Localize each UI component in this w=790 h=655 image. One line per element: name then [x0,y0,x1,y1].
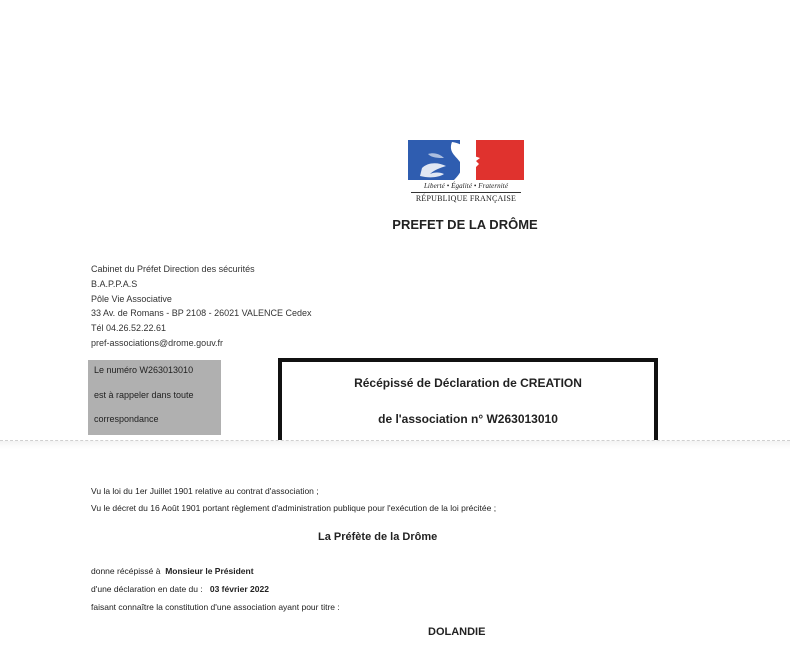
constitution-line: faisant connaître la constitution d'une association ayant pour titre : [91,602,340,612]
address-line: Tél 04.26.52.22.61 [91,323,167,334]
motto-divider [411,192,521,193]
address-line: Pôle Vie Associative [91,293,172,304]
reminder-line: Le numéro W263013010 [94,365,194,375]
republic-label: RÉPUBLIQUE FRANÇAISE [415,194,517,203]
motto: Liberté • Égalité • Fraternité [423,182,509,190]
declaration-date-line [91,584,269,594]
receipt-recipient-line [91,566,254,576]
receipt-title: Récépissé de Déclaration de CREATION [354,376,582,390]
receipt-recipient-label: donne récépissé à [91,566,161,576]
page-title: PREFET DE LA DRÔME [392,217,538,232]
receipt-recipient: Monsieur le Président [165,566,254,576]
address-line: Cabinet du Préfet Direction des sécurités [91,264,255,274]
decree-reference: Vu le décret du 16 Août 1901 portant règlement d'administration publique pour l'exécution de la loi précitée ; [91,503,497,513]
receipt-title-box [278,358,658,446]
address-line: B.A.P.P.A.S [91,278,138,289]
reference-reminder-box [88,360,221,435]
law-reference: Vu la loi du 1er Juillet 1901 relative au contrat d'association ; [91,486,319,496]
association-number: de l'association n° W263013010 [378,412,558,426]
declaration-date-label: d'une déclaration en date du : [91,584,203,594]
page-fold-divider [0,440,790,449]
issuing-authority: La Préfète de la Drôme [318,531,438,543]
declaration-date: 03 février 2022 [209,584,269,594]
republique-francaise-logo [408,140,524,203]
sender-address [91,262,311,351]
association-name: DOLANDIE [428,626,486,638]
marianne-flag-icon [408,140,524,180]
address-line: 33 Av. de Romans - BP 2108 - 26021 VALENCE Cedex [91,308,312,319]
address-email: pref-associations@drome.gouv.fr [91,337,224,348]
reminder-line: est à rappeler dans toute [94,390,194,400]
reminder-line: correspondance [94,414,159,424]
